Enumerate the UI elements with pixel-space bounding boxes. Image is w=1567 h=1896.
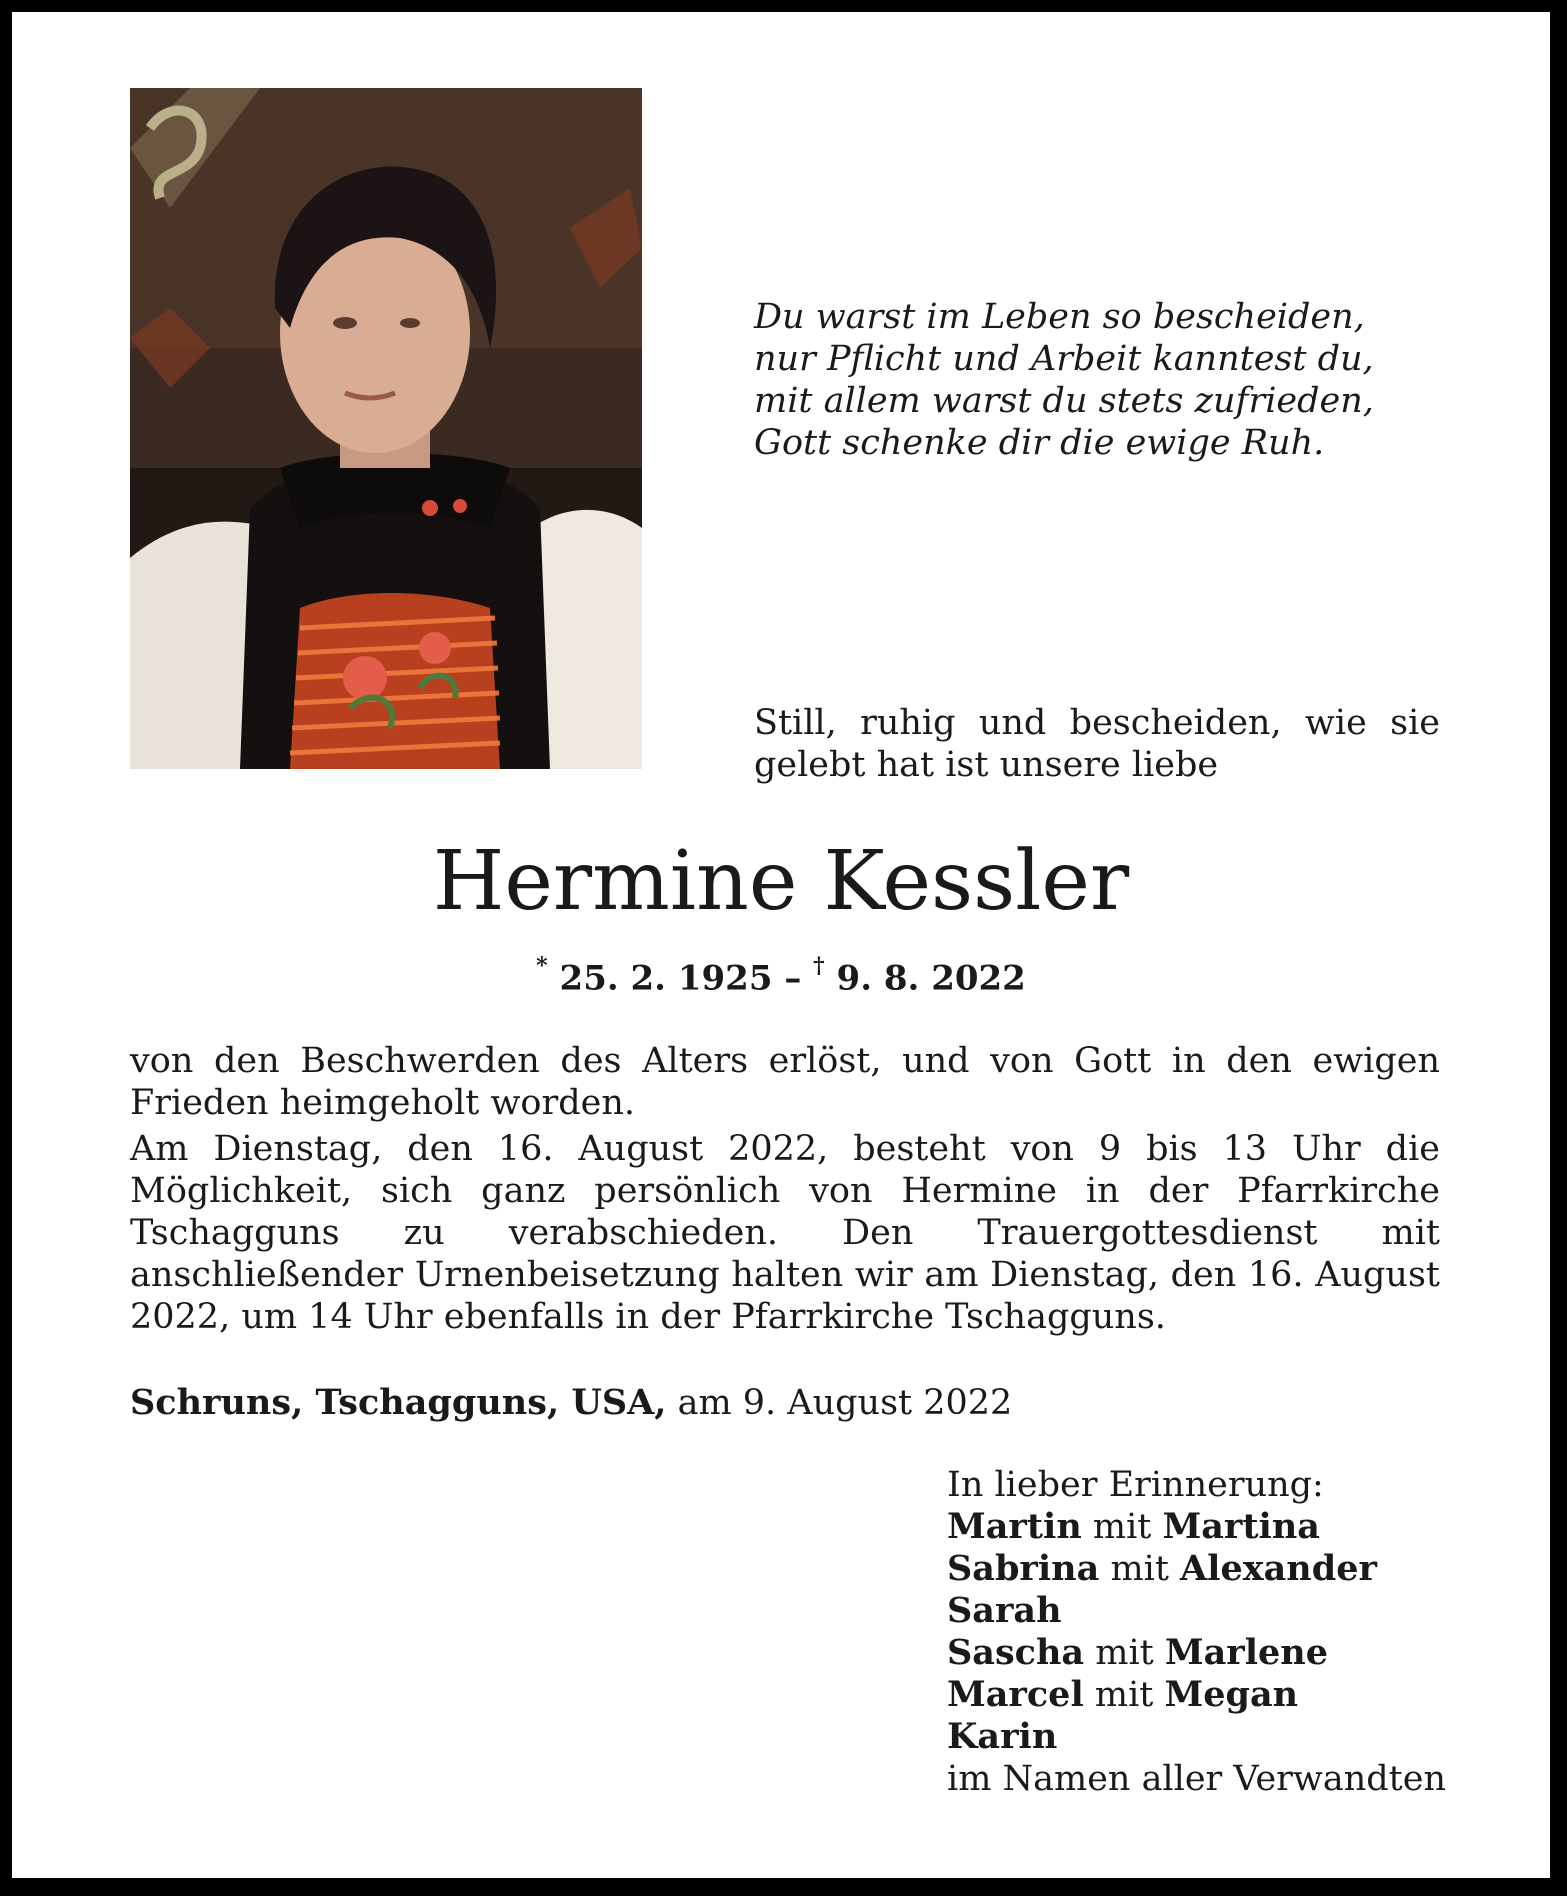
- portrait-photo: [130, 88, 642, 769]
- mourner-row: [947, 1674, 1507, 1716]
- death-symbol: †: [813, 953, 825, 979]
- announcement-body: [130, 1040, 1440, 1342]
- mourner-name: Martin: [947, 1506, 1082, 1547]
- deceased-name: Hermine Kessler: [432, 834, 1130, 929]
- mourner-connector: mit: [1095, 1633, 1154, 1673]
- life-dates: [12, 953, 1550, 999]
- death-date: 9. 8. 2022: [836, 958, 1026, 999]
- mourner-partner: Marlene: [1164, 1632, 1328, 1673]
- signature-heading: In lieber Erinnerung:: [947, 1465, 1324, 1505]
- body-paragraph: Am Dienstag, den 16. August 2022, besteht von 9 bis 13 Uhr die Möglichkeit, sich ganz persönlich von Hermine in der Pfarrkirche Tschagguns zu verabschieden. Den Trauergottesdienst mit anschließender Urnenbeisetzung halten wir am Dienstag, den 16. August 2022, um 14 Uhr ebenfalls in der Pfarrkirche Tschagguns.: [130, 1129, 1440, 1337]
- announcement-date: am 9. August 2022: [677, 1383, 1013, 1423]
- mourner-row: [947, 1548, 1507, 1590]
- mourner-name: Sascha: [947, 1632, 1085, 1673]
- poem-line: mit allem warst du stets zufrieden,: [754, 381, 1374, 421]
- mourner-name: Marcel: [947, 1674, 1084, 1715]
- place-and-date: [130, 1382, 1130, 1424]
- poem-line: nur Pflicht und Arbeit kanntest du,: [754, 339, 1374, 379]
- mourner-name: Sabrina: [947, 1548, 1100, 1589]
- signature-closing: im Namen aller Verwandten: [947, 1759, 1446, 1799]
- intro-text: Still, ruhig und bescheiden, wie sie gelebt hat ist unsere liebe: [754, 703, 1440, 785]
- mourner-row: [947, 1716, 1507, 1758]
- mourner-row: [947, 1590, 1507, 1632]
- memorial-poem: [754, 296, 1374, 464]
- mourner-partner: Martina: [1162, 1506, 1320, 1547]
- mourner-row: [947, 1632, 1507, 1674]
- mourner-partner: Alexander: [1180, 1548, 1377, 1589]
- poem-line: Du warst im Leben so bescheiden,: [754, 297, 1365, 337]
- poem-line: Gott schenke dir die ewige Ruh.: [754, 423, 1325, 463]
- obituary-page: [12, 12, 1550, 1878]
- mourners-signature: [947, 1464, 1507, 1800]
- birth-symbol: *: [536, 953, 548, 979]
- date-separator: –: [784, 958, 802, 999]
- mourner-partner: Megan: [1164, 1674, 1299, 1715]
- mourner-connector: mit: [1110, 1549, 1169, 1589]
- birth-date: 25. 2. 1925: [559, 958, 773, 999]
- mourner-connector: mit: [1092, 1507, 1152, 1547]
- body-paragraph: von den Beschwerden des Alters erlöst, und von Gott in den ewigen Frieden heimgeholt worden.: [130, 1041, 1440, 1123]
- mourner-name: Sarah: [947, 1590, 1062, 1631]
- mourner-name: Karin: [947, 1716, 1058, 1757]
- place-names: Schruns, Tschagguns, USA,: [130, 1382, 667, 1423]
- mourner-connector: mit: [1094, 1675, 1154, 1715]
- mourner-row: [947, 1506, 1507, 1548]
- portrait-illustration: [130, 88, 642, 769]
